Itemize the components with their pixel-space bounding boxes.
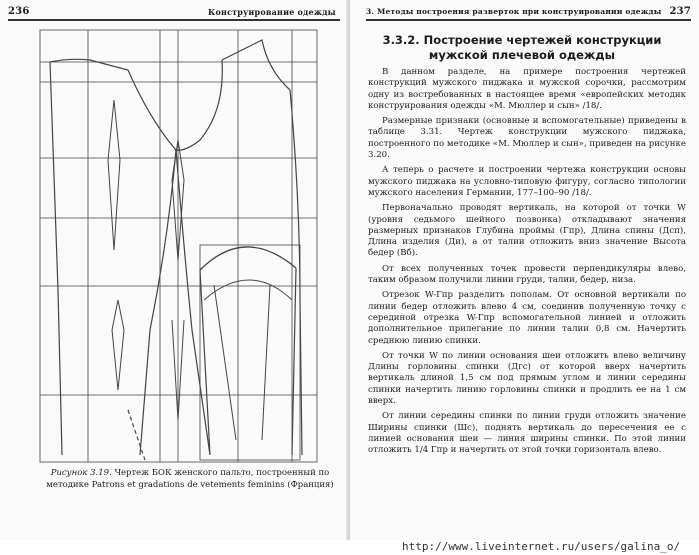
- pattern-drawing: [0, 0, 348, 470]
- paragraph: Первоначально проводят вертикаль, на которой от точки W (уровня седьмого шейного позвонка) откладывают значения размерных признаков Глубина проймы (Гпр), Длина спины (Дсп), Длина изделия (Ди), а от талии отложить вниз значение Высота бедер (Вб).: [368, 203, 686, 259]
- right-header-title: 3. Методы построения разверток при конструировании одежды: [366, 7, 662, 16]
- paragraph: От точки W по линии основания шеи отложить влево величину Длины горловины спинки (Дгс) от которой вверх начертить вертикаль длиной 1,5 см под прямым углом и линии середины спинки начертить линию горловины спинки и продлить ее на 1 см вверх.: [368, 350, 686, 407]
- caption-text: Чертеж БОК женского пальто, построенный по методике Patrons et gradations de vetements feminins (Франция): [46, 468, 334, 490]
- paragraph: От всех полученных точек провести перпендикуляры влево, таким образом получили линии груди, талии, бедер, низа.: [368, 263, 686, 286]
- right-header-rule: [366, 19, 691, 21]
- left-header-title: Конструирование одежды: [208, 7, 336, 17]
- figure-caption: [40, 468, 340, 491]
- left-page-number: 236: [8, 6, 30, 17]
- paragraph: Размерные признаки (основные и вспомогательные) приведены в таблице 3.31. Чертеж конструкции мужского пиджака, построенного по методике «М. Мюллер и сын», приведен на рисунке 3.20.: [368, 116, 686, 161]
- paragraph: От линии середины спинки по линии груди отложить значение Ширины спинки (Шс), поднять вертикаль до пересечения ее с линией основания шеи — линия ширины спинки. По этой линии отложить 1/4 Гпр и начертить от этой точки горизонталь влево.: [368, 411, 686, 456]
- paragraph: В данном разделе, на примере построения чертежей конструкций мужского пиджака и мужской сорочки, рассмотрим одну из востребованных в настоящее время «европейских методик конструирования одежды «М. Мюллер и сын» /18/.: [368, 67, 686, 111]
- right-running-head: [366, 6, 691, 20]
- caption-label: Рисунок 3.19.: [50, 468, 112, 478]
- right-page-number: 237: [669, 6, 691, 17]
- paragraph: А теперь о расчете и построении чертежа конструкции основы мужского пиджака на условно-типовую фигуру, согласно типологии мужского населения Германии, 177–100–90 /18/.: [368, 165, 686, 198]
- source-url[interactable]: http://www.liveinternet.ru/users/galina_o/: [402, 540, 681, 553]
- section-title: 3.3.2. Построение чертежей конструкции мужской плечевой одежды: [382, 33, 662, 62]
- paragraph: Отрезок W-Гпр разделить пополам. От основной вертикали по линии бедер отложить влево 4 см, соединив полученную точку с серединой отрезка W-Гпр вспомогательной линией и отложить дополнительное прилегание по линии талии 0,8 см. Начертить среднюю линию спинки.: [368, 290, 686, 346]
- left-page: [0, 0, 348, 540]
- body-text: [368, 67, 686, 461]
